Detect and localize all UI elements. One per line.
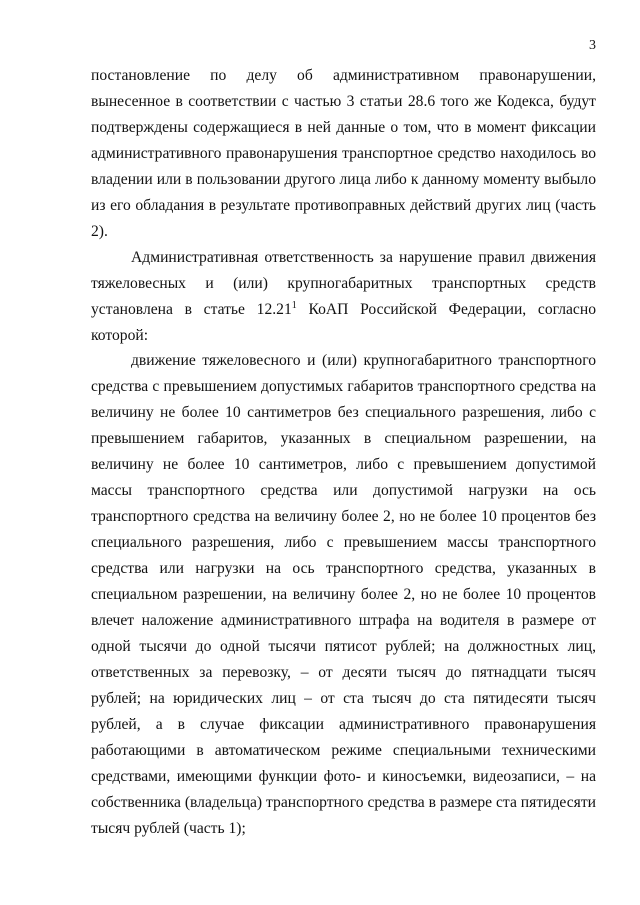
paragraph-liability [91, 245, 596, 349]
paragraph-liability-text-before: Административная ответственность за нарушение правил движения тяжеловесных и (или) крупногабаритных транспортных средств установлена в статье 12.21 [91, 248, 596, 318]
paragraph-decision-text: постановление по делу об административном правонарушении, вынесенное в соответствии с частью 3 статьи 28.6 того же Кодекса, будут подтверждены содержащиеся в ней данные о том, что в момент фиксации административного правонарушения транспортное средство находилось во владении или в пользовании другого лица либо к данному моменту выбыло из его обладания в результате противоправных действий других лиц (часть 2). [91, 67, 596, 240]
page-number: 3 [589, 38, 596, 53]
article-superscript: 1 [291, 299, 297, 311]
document-body [91, 63, 596, 842]
paragraph-liability-text-after: КоАП Российской Федерации, согласно которой: [91, 300, 596, 344]
paragraph-article-text: движение тяжеловесного и (или) крупногабаритного транспортного средства с превышением допустимых габаритов транспортного средства на величину не более 10 сантиметров без специального разрешения, либо с превышением габаритов, указанных в специальном разрешении, на величину не более 10 сантиметров, либо с превышением допустимой массы транспортного средства или допустимой нагрузки на ось транспортного средства на величину более 2, но не более 10 процентов без специального разрешения, либо с превышением массы транспортного средства или нагрузки на ось транспортного средства, указанных в специальном разрешении, на величину более 2, но не более 10 процентов влечет наложение административного штрафа на водителя в размере от одной тысячи до одной тысячи пятисот рублей; на должностных лиц, ответственных за перевозку, – от десяти тысяч до пятнадцати тысяч рублей; на юридических лиц – от ста тысяч до ста пятидесяти тысяч рублей, а в случае фиксации административного правонарушения работающими в автоматическом режиме специальными техническими средствами, имеющими функции фото- и киносъемки, видеозаписи, – на собственника (владельца) транспортного средства в размере ста пятидесяти тысяч рублей (часть 1); [91, 352, 596, 837]
